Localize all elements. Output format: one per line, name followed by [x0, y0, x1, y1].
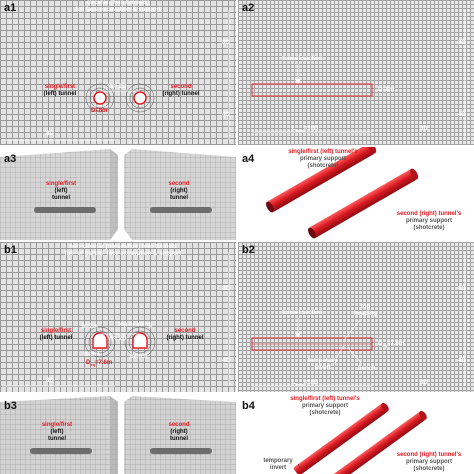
- a2-l-label: $L_{max}=10D$: [292, 126, 319, 134]
- b2-dim-bottom: 8D: [420, 380, 428, 386]
- a1-panel-id: a1: [4, 2, 17, 14]
- b1-left-label: single/first (left) tunnel: [39, 328, 73, 341]
- b1-dim-bottom: 8D: [46, 378, 54, 384]
- b4-temp-invert-label: temporary invert: [263, 458, 293, 471]
- b1-top-heading-label: top heading: [118, 322, 152, 328]
- b2-top-heading-label: top heading: [354, 304, 378, 317]
- b2-dim-right-top: 8D: [458, 286, 466, 292]
- b1-b-label: b=8m: [84, 352, 100, 358]
- a2-tunnel-section-label: tunnel section: [282, 56, 323, 62]
- b2-tunnel-section-label: tunnel section: [282, 310, 323, 316]
- a2-graphics: [238, 0, 474, 145]
- a1-right-label: second (right) tunnel: [162, 84, 200, 97]
- a3-left-tunnel: [34, 207, 96, 213]
- a1-right-tunnel: [134, 92, 146, 104]
- b1-w-label: W= 2D: [108, 336, 127, 342]
- b1-graphics: [0, 242, 236, 392]
- a2-tunnel-section: [252, 84, 372, 96]
- b2-invert-leader: [336, 346, 344, 358]
- b1-deq-label: $D_{eq}=7.6m$: [86, 360, 113, 368]
- a1-subtitle: full face excavation & support: [75, 7, 161, 13]
- a3-panel-id: a3: [4, 153, 17, 165]
- b1-subtitle: full- or partial- face excavation & support: [64, 251, 182, 257]
- b4-left-label: single/first (left) tunnel's primary support (shotcrete): [290, 396, 360, 416]
- panel-a1: [0, 0, 236, 145]
- a2-panel-id: a2: [242, 2, 255, 14]
- b3-left-tunnel: [30, 448, 92, 454]
- b2-bench-label: bench: [358, 366, 376, 372]
- b4-panel-id: b4: [242, 400, 255, 412]
- b3-panel-id: b3: [4, 400, 17, 412]
- a1-graphics: [0, 0, 236, 145]
- b2-temp-invert-label: temporary invert: [308, 358, 338, 371]
- a4-left-label: single/first (left) tunnel's primary support (shotcrete): [288, 149, 358, 169]
- a1-left-label: single/first (left) tunnel: [43, 84, 77, 97]
- b1-h-label: h=7m: [82, 324, 98, 330]
- panel-b3: [0, 394, 236, 474]
- a3-right-label: second (right) tunnel: [168, 181, 190, 201]
- b2-top-heading-leader: [344, 320, 360, 340]
- a1-left-tunnel: [94, 92, 106, 104]
- b2-panel-id: b2: [242, 244, 255, 256]
- b1-left-tunnel: [93, 333, 107, 348]
- panel-b2: [238, 242, 474, 392]
- panel-b4: [238, 394, 474, 474]
- b3-right-tunnel: [150, 448, 212, 454]
- a2-dim-bottom: 8D: [420, 126, 428, 132]
- panel-a2: [238, 0, 474, 145]
- a3-right-tunnel: [150, 207, 212, 213]
- b4-right-label: second (right) tunnel's primary support (shotcrete): [396, 452, 462, 472]
- b1-title: non-circular (horseshoe) twin tunnels: [69, 244, 177, 250]
- a2-dim-right-top: 8D: [458, 40, 466, 46]
- a2-arrow-head: [295, 79, 301, 84]
- a1-dim-right-bottom: 4D: [222, 112, 230, 118]
- b2-deq-label: $D_{eq}=7.6m$: [378, 341, 405, 349]
- b2-l-label: $L_{max}=10D$: [292, 380, 319, 388]
- panel-a4: [238, 147, 474, 240]
- a1-dim-bottom: 8D: [46, 131, 54, 137]
- b3-left-label: single/first (left) tunnel: [41, 422, 73, 442]
- a1-title: circular (twin tunnels): [86, 0, 150, 6]
- a4-right-label: second (right) tunnel's primary support (shotcrete): [396, 211, 462, 231]
- a1-dim-right-top: 8D: [222, 40, 230, 46]
- a3-left-label: single/first (left) tunnel: [45, 181, 77, 201]
- panel-a3: [0, 147, 236, 240]
- b1-right-tunnel: [133, 333, 147, 348]
- a2-dim-right-bottom: 4D: [458, 112, 466, 118]
- a1-w-label: W= 2D: [108, 84, 127, 90]
- a1-d-label: D=8m: [91, 108, 108, 114]
- b3-right-label: second (right) tunnel: [168, 422, 190, 442]
- b1-dim-right-bottom: 4D: [222, 358, 230, 364]
- b1-dim-right-top: 8D: [222, 286, 230, 292]
- panel-b1: [0, 242, 236, 392]
- a4-panel-id: a4: [242, 153, 255, 165]
- b2-dim-right-bottom: 4D: [458, 358, 466, 364]
- b1-right-label: second (right) tunnel: [166, 328, 204, 341]
- b1-panel-id: b1: [4, 244, 17, 256]
- b1-bench-label: bench: [130, 354, 148, 360]
- a2-d-label: D=8m: [378, 87, 395, 93]
